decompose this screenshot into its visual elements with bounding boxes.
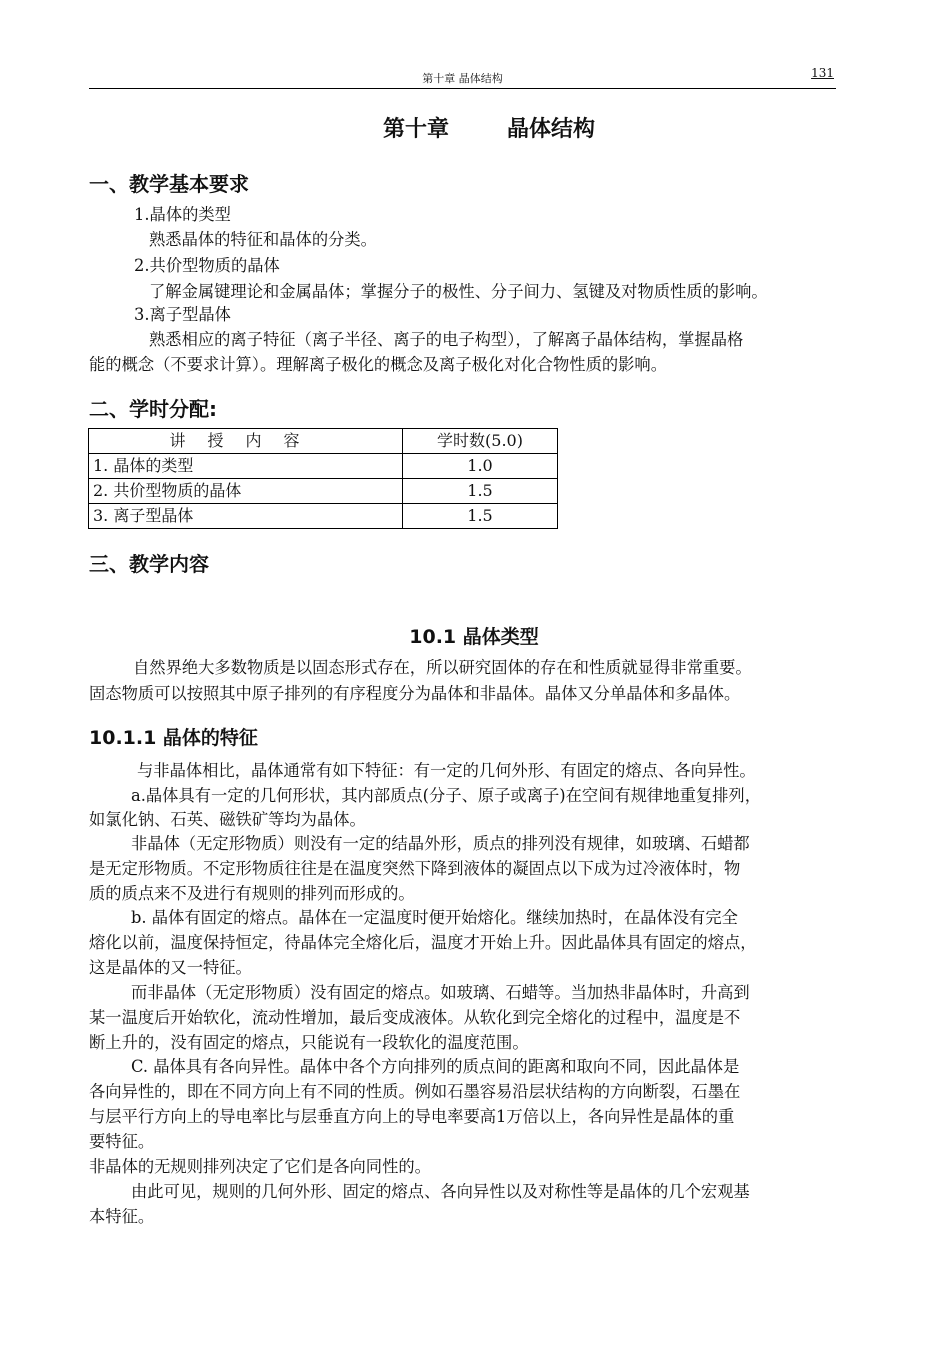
table-cell-hours: 1.5: [403, 479, 558, 504]
table-cell-topic: 2. 共价型物质的晶体: [89, 479, 403, 504]
paragraph-line: 非晶体（无定形物质）则没有一定的结晶外形，质点的排列没有规律，如玻璃、石蜡都: [131, 834, 750, 853]
paragraph-line: 自然界绝大多数物质是以固态形式存在，所以研究固体的存在和性质就显得非常重要。: [133, 658, 752, 677]
section-10-1-1-title: 10.1.1 晶体的特征: [89, 727, 258, 749]
requirement-item: 熟悉相应的离子特征（离子半径、离子的电子构型），了解离子晶体结构，掌握晶格: [149, 330, 744, 349]
paragraph-line: 质的质点来不及进行有规则的排列而形成的。: [89, 884, 415, 903]
chapter-label: 第十章: [382, 117, 449, 142]
paragraph-line: 各向异性的，即在不同方向上有不同的性质。例如石墨容易沿层状结构的方向断裂，石墨在: [89, 1082, 741, 1101]
page-header: [89, 66, 836, 89]
table-row: [89, 479, 558, 504]
requirement-item: 熟悉晶体的特征和晶体的分类。: [149, 230, 377, 249]
requirement-item: 2.共价型物质的晶体: [134, 256, 280, 275]
paragraph-line: 要特征。: [89, 1132, 155, 1151]
table-cell-topic: 1. 晶体的类型: [89, 454, 403, 479]
paragraph-line: 某一温度后开始软化，流动性增加，最后变成液体。从软化到完全熔化的过程中，温度是不: [89, 1008, 741, 1027]
section-10-1-title: 10.1 晶体类型: [409, 626, 539, 648]
table-cell-topic: 3. 离子型晶体: [89, 504, 403, 529]
requirements-heading: 一、教学基本要求: [89, 172, 249, 196]
table-row: [89, 454, 558, 479]
page-number: 131: [811, 66, 834, 80]
paragraph-line: a.晶体具有一定的几何形状，其内部质点(分子、原子或离子)在空间有规律地重复排列，: [131, 786, 761, 805]
requirement-item: 3.离子型晶体: [134, 305, 231, 324]
paragraph-line: 固态物质可以按照其中原子排列的有序程度分为晶体和非晶体。晶体又分单晶体和多晶体。: [89, 684, 741, 703]
paragraph-line: 本特征。: [89, 1207, 155, 1226]
content-heading: 三、教学内容: [89, 552, 209, 576]
table-row: [89, 504, 558, 529]
paragraph-line: C. 晶体具有各向异性。晶体中各个方向排列的质点间的距离和取向不同，因此晶体是: [131, 1057, 740, 1076]
paragraph-line: b. 晶体有固定的熔点。晶体在一定温度时便开始熔化。继续加热时，在晶体没有完全: [131, 908, 738, 927]
paragraph-line: 熔化以前，温度保持恒定，待晶体完全熔化后，温度才开始上升。因此晶体具有固定的熔点，: [89, 933, 757, 952]
requirement-item: 能的概念（不要求计算）。理解离子极化的概念及离子极化对化合物性质的影响。: [89, 355, 667, 374]
paragraph-line: 非晶体的无规则排列决定了它们是各向同性的。: [89, 1157, 431, 1176]
chapter-name: 晶体结构: [507, 117, 596, 142]
chapter-title: [89, 112, 889, 143]
paragraph-line: 如氯化钠、石英、磁铁矿等均为晶体。: [89, 810, 366, 829]
paragraph-line: 这是晶体的又一特征。: [89, 958, 252, 977]
header-title: 第十章 晶体结构: [422, 72, 503, 85]
requirement-item: 1.晶体的类型: [134, 205, 231, 224]
paragraph-line: 与非晶体相比，晶体通常有如下特征：有一定的几何外形、有固定的熔点、各向异性。: [137, 761, 756, 780]
hours-table: [88, 428, 558, 529]
paragraph-line: 由此可见，规则的几何外形、固定的熔点、各向异性以及对称性等是晶体的几个宏观基: [131, 1182, 750, 1201]
paragraph-line: 断上升的，没有固定的熔点，只能说有一段软化的温度范围。: [89, 1033, 529, 1052]
allocation-heading: 二、学时分配:: [89, 397, 217, 421]
table-header-row: [89, 429, 558, 454]
requirement-item: 了解金属键理论和金属晶体；掌握分子的极性、分子间力、氢键及对物质性质的影响。: [149, 282, 768, 301]
table-cell-hours: 1.0: [403, 454, 558, 479]
table-header-content: 讲授内容: [89, 429, 403, 454]
table-cell-hours: 1.5: [403, 504, 558, 529]
table-header-hours: 学时数(5.0): [403, 429, 558, 454]
paragraph-line: 与层平行方向上的导电率比与层垂直方向上的导电率要高1万倍以上，各向异性是晶体的重: [89, 1107, 735, 1126]
paragraph-line: 是无定形物质。不定形物质往往是在温度突然下降到液体的凝固点以下成为过冷液体时，物: [89, 859, 741, 878]
paragraph-line: 而非晶体（无定形物质）没有固定的熔点。如玻璃、石蜡等。当加热非晶体时，升高到: [131, 983, 750, 1002]
